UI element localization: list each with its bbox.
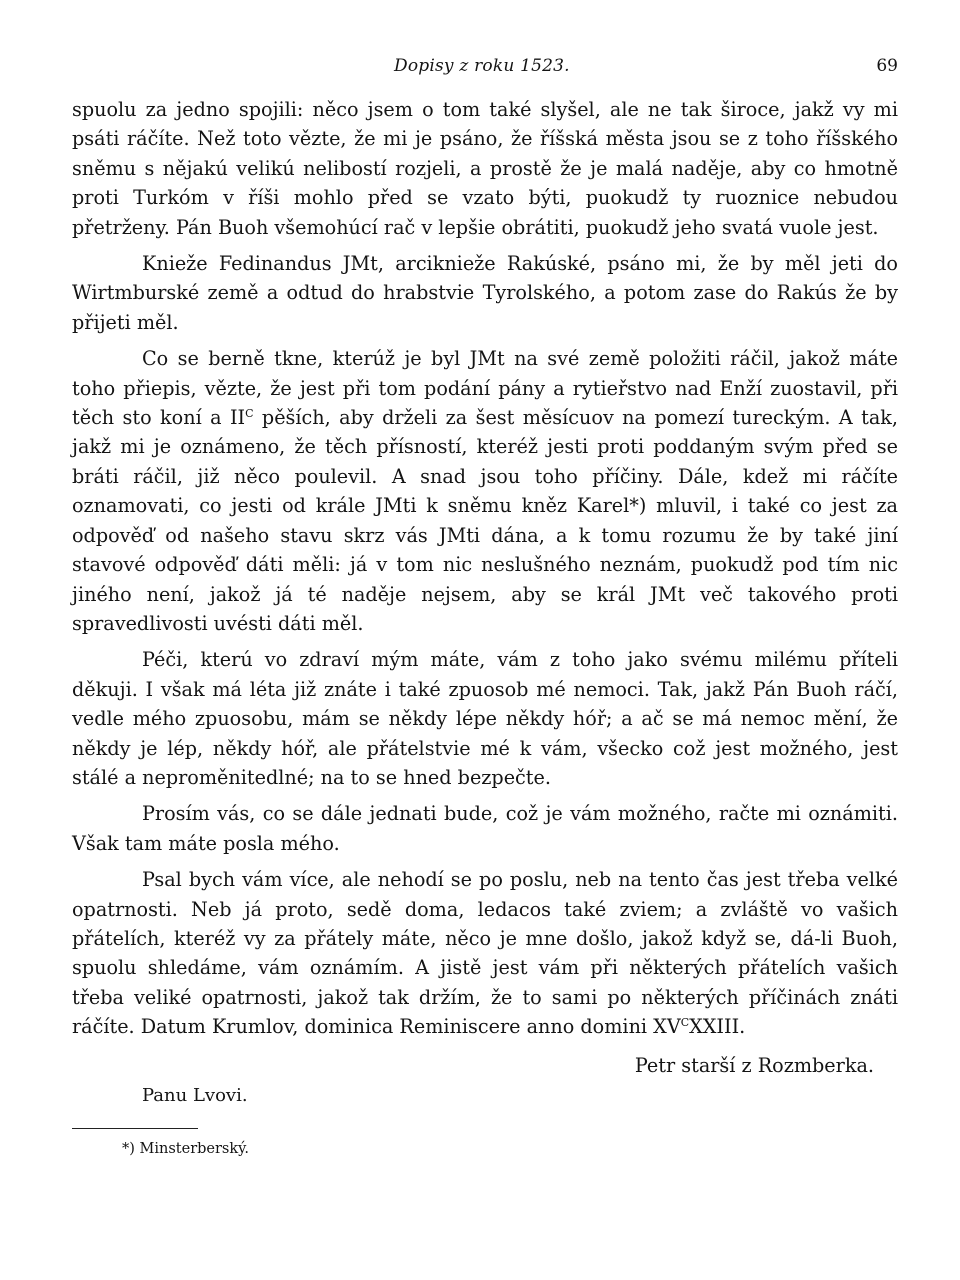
paragraph-2: Knieže Fedinandus JMt, arciknieže Rakúské, psáno mi, že by měl jeti do Wirtmburské země a odtud do hrabstvie Tyrolského, a potom zase do Rakús že by přijeti měl. xyxy=(72,252,898,334)
page-number: 69 xyxy=(876,56,898,76)
addressee: Panu Lvovi. xyxy=(142,1084,248,1106)
paragraph-4: Péči, kterú vo zdraví mým máte, vám z toho jako svému milému příteli děkuji. I však má léta již znáte i také zpuosob mé nemoci. Tak, jakž Pán Buoh ráčí, vedle mého zpuosobu, mám se někdy lépe někdy hóř; a ač se má nemoc mění, že někdy je lép, někdy hóř, ale přátelstvie mé k vám, všecko což jest možného, jest stálé a neproměnitedlné; na to se hned bezpečte. xyxy=(72,648,898,789)
running-title: Dopisy z roku 1523. xyxy=(394,56,570,76)
paragraph-3 xyxy=(72,344,898,638)
paragraph-6-text-a: Psal bych vám více, ale nehodí se po poslu, neb na tento čas jest třeba velké opatrnosti. Neb já proto, sedě doma, ledacos také zviem; a zvláště vo vašich přátelích, kteréž vy za přátely máte, něco je mne došlo, jakož když se, dá-li Buoh, spuolu shledáme, vám oznámím. A jistě jest vám při některých přátelích vašich třeba veliké opatrnosti, jakož tak držím, že to sami po některých příčinách znáti ráčíte. Datum Krumlov, dominica Reminiscere anno domini XV xyxy=(72,868,898,1039)
paragraph-3-text-a: Co se berně tkne, kterúž je byl JMt na své země položiti ráčil, jakož máte toho přiepis, vězte, že jest při tom podání pány a rytieřstvo nad Enží zuostavil, při těch sto koní a II xyxy=(72,347,898,430)
paragraph-6 xyxy=(72,865,898,1041)
signature: Petr starší z Rozmberka. xyxy=(634,1053,874,1077)
paragraph-5: Prosím vás, co se dále jednati bude, což je vám možného, račte mi oznámiti. Však tam máte posla mého. xyxy=(72,802,898,855)
paragraph-1: spuolu za jedno spojili: něco jsem o tom také slyšel, ale ne tak široce, jakž vy mi psáti ráčíte. Než toto vězte, že mi je psáno, že říšská města jsou se z toho říšského sněmu s nějakú velikú nelibostí rozjeli, a prostě že je malá naděje, aby co hmotně proti Turkóm v říši mohlo před se vzato býti, puokudž ty ruoznice nebudou přetrženy. Pán Buoh všemohúcí rač v lepšie obrátiti, puokudž jeho svatá vuole jest. xyxy=(72,98,898,239)
footnote-divider xyxy=(72,1128,198,1129)
page xyxy=(72,50,898,1157)
footnote: *) Minsterberský. xyxy=(122,1140,250,1157)
paragraph-3-text-b: pěších, aby drželi za šest měsícuov na pomezí tureckým. A tak, jakž mi je oznámeno, že těch přísností, kteréž jesti proti poddaným svým před se bráti ráčil, již něco poulevil. A snad jsou toho příčiny. Dále, kdež mi ráčíte oznamovati, co jesti od krále JMti k sněmu kněz Karel*) mluvil, i také co jest za odpověď od našeho stavu skrz vás JMti dána, a k tomu rozumu že by také jiní stavové odpověď dáti měli: já v tom nic neslušného neznám, puokudž pod tím nic jiného není, jakož já té naděje nejsem, aby se král JMt več takového proti spravedlivosti uvésti dáti měl. xyxy=(72,406,898,635)
superscript-c: C xyxy=(245,407,254,421)
running-header xyxy=(72,50,898,86)
letter-body xyxy=(72,95,898,1042)
paragraph-6-text-b: XXIII. xyxy=(689,1015,746,1039)
superscript-c-date: C xyxy=(680,1016,690,1030)
